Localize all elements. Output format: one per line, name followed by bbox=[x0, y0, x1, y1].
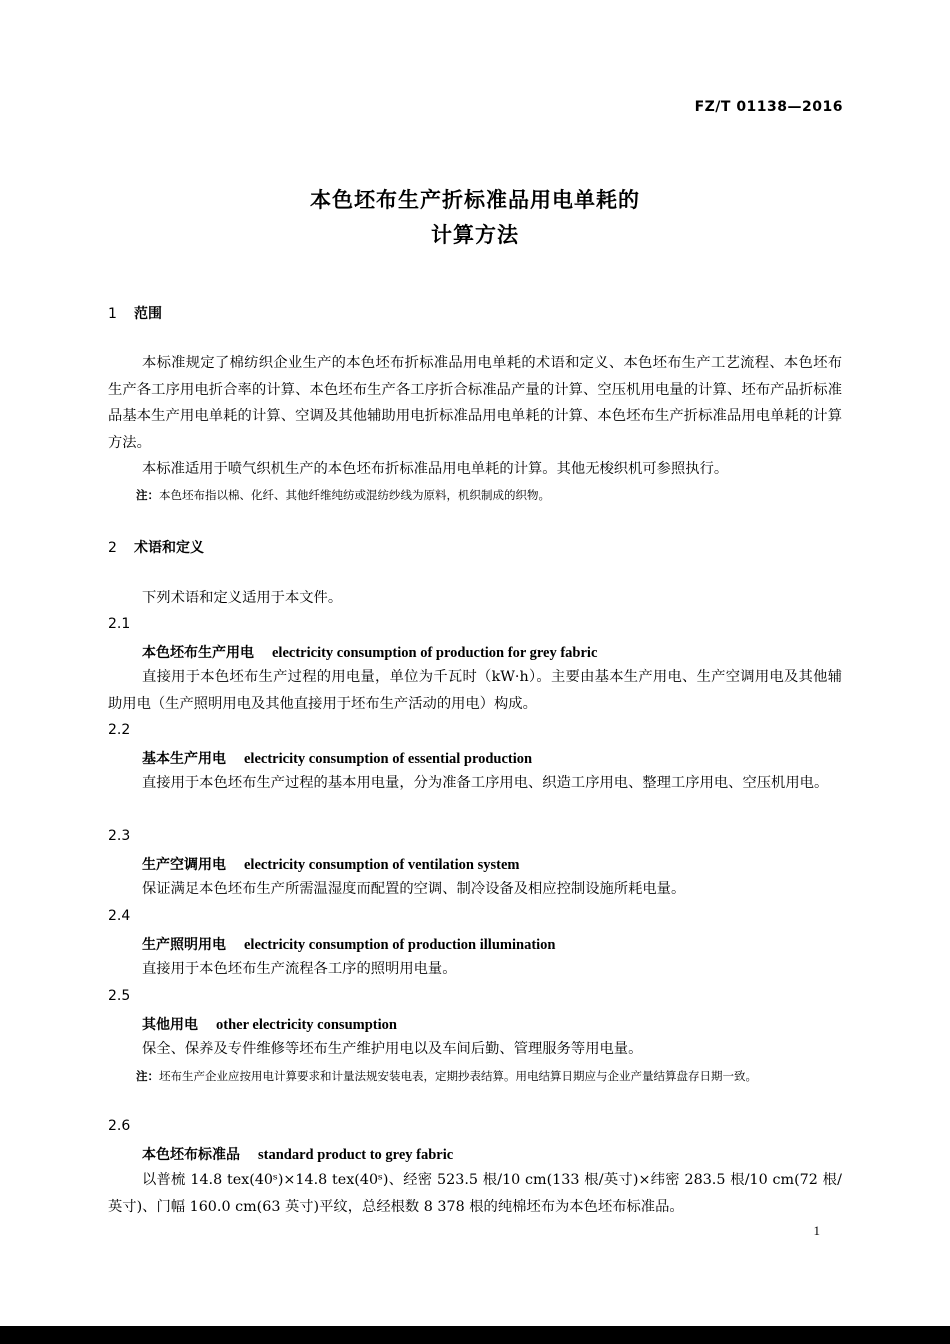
note-label: 注： bbox=[136, 488, 159, 502]
term-title bbox=[142, 854, 519, 874]
term-title bbox=[142, 642, 597, 662]
scope-paragraph-2: 本标准适用于喷气织机生产的本色坯布折标准品用电单耗的计算。其他无梭织机可参照执行。 bbox=[142, 461, 729, 477]
term-english: standard product to grey fabric bbox=[258, 1147, 454, 1163]
term-english: electricity consumption of production illumination bbox=[244, 937, 556, 953]
term-note bbox=[136, 1063, 842, 1089]
clause-number: 2.3 bbox=[108, 828, 131, 844]
term-title bbox=[142, 934, 556, 954]
term-definition: 以普梳 14.8 tex(40ˢ)×14.8 tex(40ˢ)、经密 523.5 根/10 cm(133 根/英寸)×纬密 283.5 根/10 cm(72 根/英寸)、门幅 160.0 cm(63 英寸)平纹，总经根数 8 378 根的纯棉坯布为本色坯布标准品。 bbox=[108, 1172, 842, 1215]
term-chinese: 生产空调用电 bbox=[142, 857, 226, 873]
note-label: 注： bbox=[136, 1069, 159, 1083]
term-chinese: 生产照明用电 bbox=[142, 937, 226, 953]
term-chinese: 基本生产用电 bbox=[142, 751, 226, 767]
clause-number: 2.6 bbox=[108, 1118, 131, 1134]
term-chinese: 其他用电 bbox=[142, 1017, 198, 1033]
section-2-heading bbox=[108, 537, 204, 557]
term-title bbox=[142, 1144, 453, 1164]
section-number: 2 bbox=[108, 540, 117, 556]
term-title bbox=[142, 1014, 397, 1034]
term-definition: 直接用于本色坯布生产过程的用电量，单位为千瓦时（kW·h）。主要由基本生产用电、生产空调用电及其他辅助用电（生产照明用电及其他直接用于坯布生产活动的用电）构成。 bbox=[108, 669, 842, 712]
document-title-line1: 本色坯布生产折标准品用电单耗的 bbox=[310, 188, 640, 212]
scope-paragraph-1: 本标准规定了棉纺织企业生产的本色坯布折标准品用电单耗的术语和定义、本色坯布生产工艺流程、本色坯布生产各工序用电折合率的计算、本色坯布生产各工序折合标准品产量的计算、空压机用电量的计算、坯布产品折标准品基本生产用电单耗的计算、空调及其他辅助用电折标准品用电单耗的计算、本色坯布生产折标准品用电单耗的计算方法。 bbox=[108, 355, 842, 451]
clause-number: 2.1 bbox=[108, 616, 131, 632]
document-title-line2: 计算方法 bbox=[431, 223, 519, 247]
term-chinese: 本色坯布标准品 bbox=[142, 1147, 240, 1163]
note-text: 本色坯布指以棉、化纤、其他纤维纯纺或混纺纱线为原料，机织制成的织物。 bbox=[159, 488, 550, 502]
document-number: FZ/T 01138—2016 bbox=[694, 99, 843, 115]
scope-note bbox=[136, 482, 842, 508]
term-english: electricity consumption of production for grey fabric bbox=[272, 645, 598, 661]
section-title: 术语和定义 bbox=[134, 540, 204, 556]
term-definition: 保全、保养及专件维修等坯布生产维护用电以及车间后勤、管理服务等用电量。 bbox=[142, 1041, 643, 1057]
clause-number: 2.2 bbox=[108, 722, 131, 738]
term-definition: 直接用于本色坯布生产流程各工序的照明用电量。 bbox=[142, 961, 457, 977]
term-definition: 直接用于本色坯布生产过程的基本用电量，分为准备工序用电、织造工序用电、整理工序用电、空压机用电。 bbox=[142, 775, 829, 791]
section-number: 1 bbox=[108, 306, 117, 322]
terms-intro: 下列术语和定义适用于本文件。 bbox=[142, 590, 343, 606]
term-english: electricity consumption of ventilation system bbox=[244, 857, 520, 873]
term-english: other electricity consumption bbox=[216, 1017, 397, 1033]
section-title: 范围 bbox=[134, 306, 162, 322]
note-text: 坯布生产企业应按用电计算要求和计量法规安装电表，定期抄表结算。用电结算日期应与企业产量结算盘存日期一致。 bbox=[159, 1069, 757, 1083]
term-chinese: 本色坯布生产用电 bbox=[142, 645, 254, 661]
clause-number: 2.4 bbox=[108, 908, 131, 924]
term-definition: 保证满足本色坯布生产所需温湿度而配置的空调、制冷设备及相应控制设施所耗电量。 bbox=[142, 881, 686, 897]
section-1-heading bbox=[108, 303, 162, 323]
term-english: electricity consumption of essential production bbox=[244, 751, 533, 767]
term-title bbox=[142, 748, 532, 768]
page-bottom-edge bbox=[0, 1326, 950, 1344]
page-number: 1 bbox=[813, 1223, 820, 1238]
clause-number: 2.5 bbox=[108, 988, 131, 1004]
